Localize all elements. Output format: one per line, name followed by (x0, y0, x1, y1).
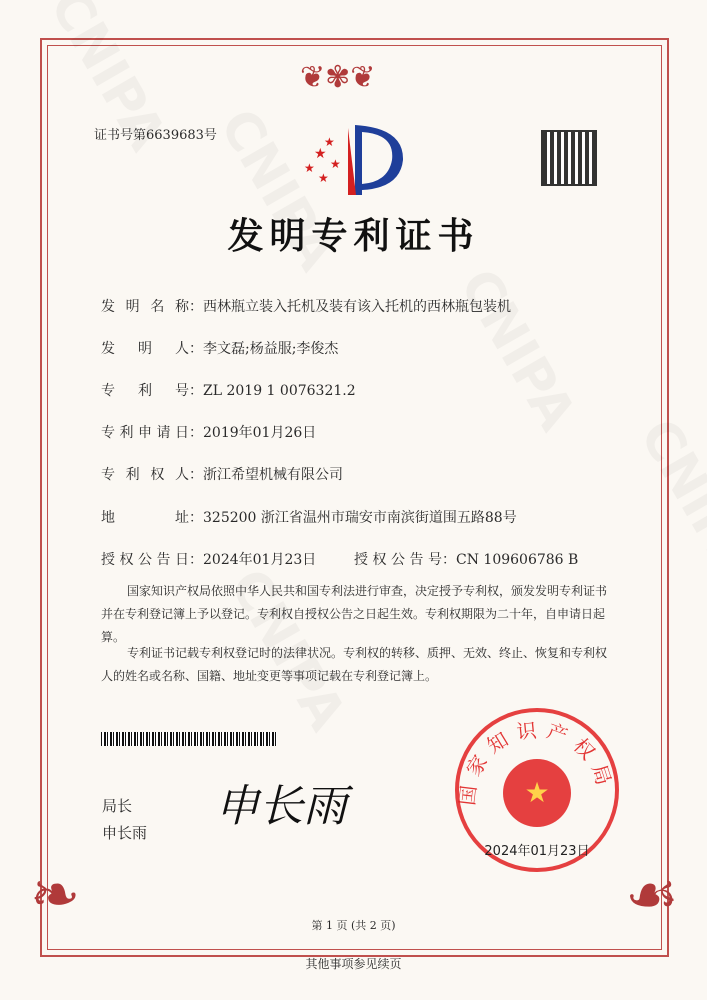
field-address: 地址：325200 浙江省温州市瑞安市南滨街道围五路88号 (101, 510, 517, 526)
paragraph-legal-status: 专利证书记载专利权登记时的法律状况。专利权的转移、质押、无效、终止、恢复和专利权人的姓名或名称、国籍、地址变更等事项记载在专利登记簿上。 (101, 646, 608, 683)
field-invention-name: 发明名称：西林瓶立装入托机及装有该入托机的西林瓶包装机 (101, 299, 511, 315)
page-indicator: 第 1 页 (共 2 页) (311, 919, 396, 932)
field-grant-number: 授权公告号：CN 109606786 B (354, 552, 579, 568)
top-ornament-icon: ❦✾❦ (300, 60, 376, 95)
corner-ornament-icon: ❧ (30, 860, 81, 930)
paragraph-grant: 国家知识产权局依照中华人民共和国专利法进行审查，决定授予专利权，颁发发明专利证书并在专利登记簿上予以登记。专利权自授权公告之日起生效。专利权期限为二十年，自申请日起算。 (101, 584, 608, 644)
field-application-date: 专利申请日：2019年01月26日 (101, 425, 317, 441)
signatory-name: 申长雨 (102, 824, 148, 842)
corner-ornament-icon: ☙ (625, 860, 679, 930)
certificate-title: 发明专利证书 (227, 215, 480, 257)
svg-text:★: ★ (324, 135, 335, 149)
field-inventors: 发明人：李文磊;杨益服;李俊杰 (101, 341, 339, 357)
svg-text:★: ★ (318, 171, 329, 185)
official-seal (452, 705, 622, 875)
svg-text:★: ★ (304, 161, 315, 175)
svg-text:★: ★ (314, 146, 327, 162)
barcode (101, 732, 277, 746)
field-grant-date: 授权公告日：2024年01月23日 (101, 552, 317, 568)
qr-code (541, 130, 597, 186)
certificate-number: 证书号第6639683号 (94, 128, 217, 143)
seal-date: 2024年01月23日 (484, 844, 590, 859)
svg-text:★: ★ (330, 157, 341, 171)
signature: 申长雨 (215, 781, 347, 832)
seal-text: 国家知识产权局 (454, 717, 619, 807)
field-patentee: 专利权人：浙江希望机械有限公司 (101, 467, 343, 483)
signatory-title: 局长 (102, 797, 133, 815)
svg-text:★: ★ (524, 776, 550, 809)
field-patent-number: 专利号：ZL 2019 1 0076321.2 (101, 383, 356, 399)
cnipa-logo-icon (300, 120, 410, 200)
footer-note: 其他事项参见续页 (305, 957, 402, 971)
